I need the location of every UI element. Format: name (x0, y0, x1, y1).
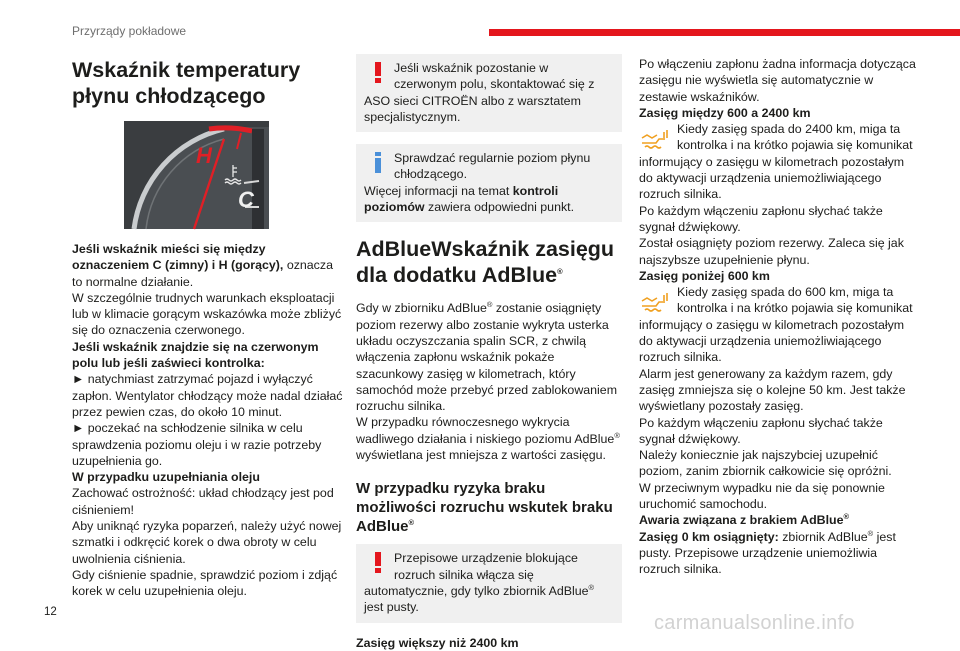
column-right (639, 56, 919, 578)
refill-subheading: W przypadku uzupełniania oleju (72, 470, 260, 485)
coolant-heading: Wskaźnik temperatury płynu chłodzącego (72, 58, 301, 108)
adblue-intro-text: Gdy w zbiorniku AdBlue® zostanie osiągnięty poziom rezerwy albo zostanie wykryta usterka układu oczyszczania spalin SCR, z chwilą włączenia zapłonu wskaźnik pokaże szacunkowy zasięg w kilometrach, który samochód może przebyć przed zablokowaniem rozruchu silnika. (356, 300, 618, 414)
page-number: 12 (44, 606, 57, 618)
column-left (72, 54, 344, 600)
reserve-reached-text: Został osiągnięty poziom rezerwy. Zaleca się jak najszybsze uzupełnienie płynu. (639, 236, 904, 267)
info-note-text-1: Sprawdzać regularnie poziom płynu chłodzącego. (394, 151, 591, 182)
alarm-50km-text: Alarm jest generowany za każdym razem, gdy zasięg zmniejsza się o kolejne 50 km. Jest także wyświetlany pozostały zasięg. (639, 366, 906, 414)
zero-km-text: Zasięg 0 km osiągnięty: zbiornik AdBlue® jest pusty. Przepisowe urządzenie uniemożliwia rozruch silnika. (639, 528, 896, 577)
range-600-text: Kiedy zasięg spada do 600 km, miga ta kontrolka i na krótko pojawia się komunikat informujący o zasięgu w kilometrach pozostałym do aktywacji urządzenia uniemożliwiającego rozruch silnika. (639, 285, 913, 365)
exclamation-warning-icon (368, 551, 388, 573)
burn-risk-text: Aby uniknąć ryzyka poparzeń, należy użyć nowej szmatki i odkręcić korek o dwa obroty w celu uwolnienia ciśnienia. (72, 519, 342, 566)
header-accent-bar (489, 29, 960, 36)
column-middle (356, 54, 622, 651)
refill-asap-text: Należy koniecznie jak najszybciej uzupełnić poziom, zanim zbiornik całkowicie się opróżni. (639, 448, 892, 479)
adblue-empty-note-text: Przepisowe urządzenie blokujące rozruch silnika włącza się automatycznie, gdy tylko zbiornik AdBlue® jest pusty. (364, 551, 595, 615)
no-start-risk-heading: W przypadku ryzyka braku możliwości rozruchu wskutek braku AdBlue® (356, 480, 613, 536)
beep-text-2: Po każdym włączeniu zapłonu słychać także sygnał dźwiękowy. (639, 415, 883, 446)
no-restart-text: W przeciwnym wypadku nie da się ponownie uruchomić samochodu. (639, 480, 885, 512)
cool-down-step: ► poczekać na schłodzenie silnika w celu sprawdzenia poziomu oleju i w razie potrzeby uzupełnienia go. (72, 421, 322, 468)
warning-note-text: Jeśli wskaźnik pozostanie w czerwonym polu, skontaktować się z ASO sieci CITROËN albo z warsztatem specjalistycznym. (364, 61, 595, 124)
watermark: carmanualsonline.info (654, 612, 855, 634)
gauge-hot-label: H (196, 143, 212, 168)
range-under-600-heading: Zasięg poniżej 600 km (639, 268, 770, 283)
stop-vehicle-step: ► natychmiast zatrzymać pojazd i wyłączyć zapłon. Wentylator chłodzący może nadal działać przez pewien czas, do około 10 minut. (72, 372, 343, 419)
exclamation-warning-icon (368, 61, 388, 83)
hot-climate-text: W szczególnie trudnych warunkach eksploatacji lub w klimacie gorącym wskazówka może zbliżyć się do oznaczenia czerwonego. (72, 290, 342, 338)
adblue-warning-lamp-icon (639, 287, 671, 315)
warning-note-red-zone (356, 54, 622, 132)
coolant-gauge-image (124, 121, 269, 229)
running-header-title: Przyrządy pokładowe (72, 24, 187, 38)
info-note-coolant (356, 144, 622, 222)
adblue-failure-heading: Awaria związana z brakiem AdBlue® (639, 512, 850, 528)
check-level-text: Gdy ciśnienie spadnie, sprawdzić poziom i zdjąć korek w celu uzupełnienia oleju. (72, 567, 338, 599)
gauge-cold-label: C (238, 187, 254, 212)
pressure-caution-text: Zachować ostrożność: układ chłodzący jest pod ciśnieniem! (72, 486, 334, 517)
range-2400-text: Kiedy zasięg spada do 2400 km, miga ta kontrolka i na krótko pojawia się komunikat informujący o zasięgu w kilometrach pozostałym do aktywacji urządzenia uniemożliwiającego rozruch silnika. (639, 122, 913, 202)
adblue-simultaneous-text: W przypadku równoczesnego wykrycia wadliwego działania i niskiego poziomu AdBlue® wyświetlana jest mniejsza z wartości zasięgu. (356, 415, 620, 463)
info-icon (368, 151, 388, 173)
warning-note-adblue-empty (356, 544, 622, 622)
range-600-2400-heading: Zasięg między 600 a 2400 km (639, 105, 811, 120)
normal-range-text: Jeśli wskaźnik mieści się między oznaczeniem C (zimny) i H (gorący), oznacza to normalne działanie. (72, 242, 333, 289)
range-over-2400-heading: Zasięg większy niż 2400 km (356, 635, 519, 650)
adblue-warning-lamp-icon (639, 124, 671, 152)
beep-text-1: Po każdym włączeniu zapłonu słychać także sygnał dźwiękowy. (639, 203, 883, 234)
info-note-text-2: Więcej informacji na temat kontroli poziomów zawiera odpowiedni punkt. (364, 183, 575, 215)
adblue-heading: AdBlueWskaźnik zasięgu dla dodatku AdBlue® (356, 237, 615, 288)
red-zone-text: Jeśli wskaźnik znajdzie się na czerwonym polu lub jeśli zaświeci kontrolka: (72, 339, 319, 371)
no-auto-display-text: Po włączeniu zapłonu żadna informacja dotycząca zasięgu nie wyświetla się automatycznie w zestawie wskaźników. (639, 57, 916, 104)
